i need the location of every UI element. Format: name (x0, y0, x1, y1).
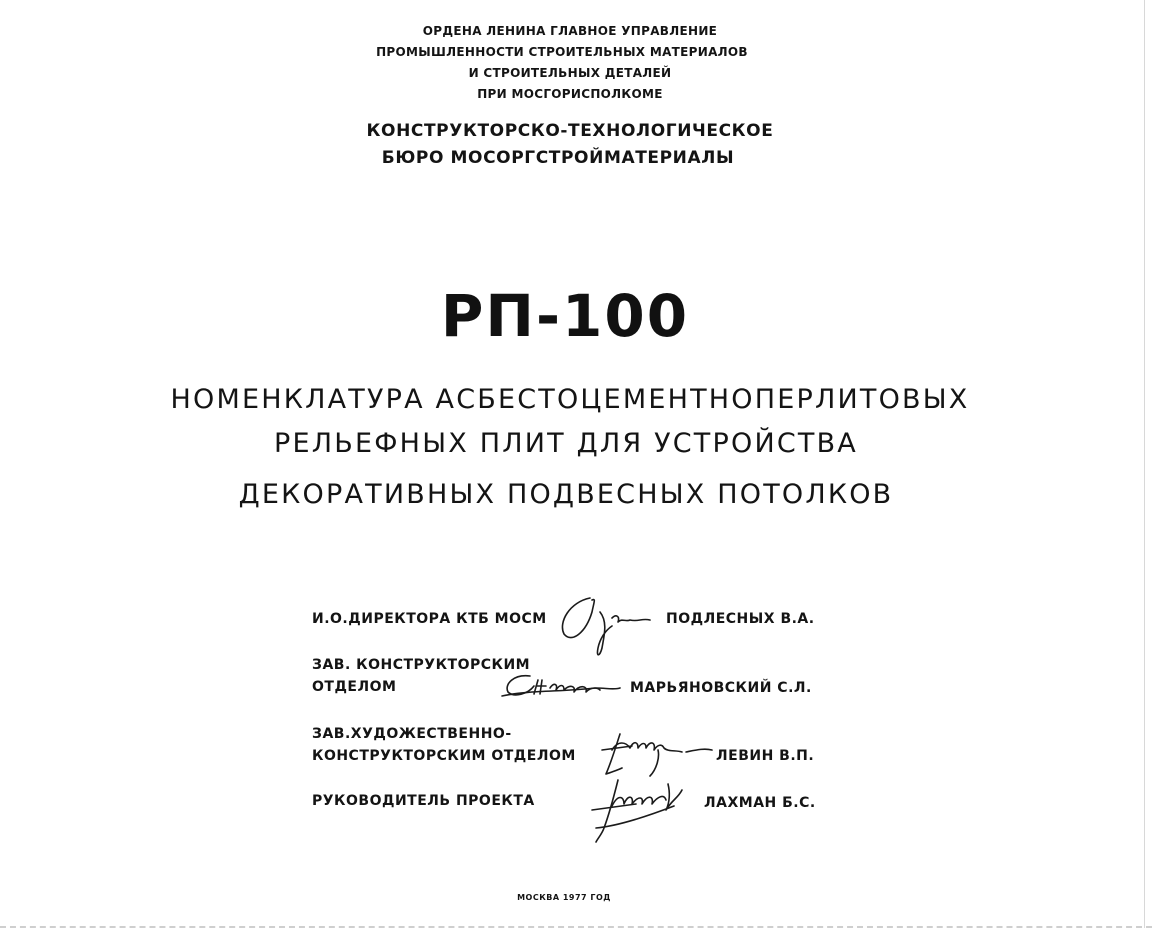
footer-city-year: МОСКВА 1977 ГОД (517, 893, 611, 902)
document-code: РП-100 (440, 282, 690, 350)
handwritten-signature-podlesnyh (556, 592, 666, 662)
signature-name-maryanovsky: МАРЬЯНОВСКИЙ С.Л. (630, 680, 812, 696)
title-line-2: РЕЛЬЕФНЫХ ПЛИТ ДЛЯ УСТРОЙСТВА (274, 428, 858, 459)
signature-role-director: И.О.ДИРЕКТОРА КТБ МОСМ (312, 611, 547, 627)
signature-role-project-lead: РУКОВОДИТЕЛЬ ПРОЕКТА (312, 793, 535, 809)
signature-role-art-head-1: ЗАВ.ХУДОЖЕСТВЕННО- (312, 726, 512, 742)
scan-edge-right (1144, 0, 1145, 928)
bureau-line-2: БЮРО МОСОРГСТРОЙМАТЕРИАЛЫ (381, 148, 735, 168)
signature-name-podlesnyh: ПОДЛЕСНЫХ В.А. (666, 611, 815, 627)
org-line-4: ПРИ МОСГОРИСПОЛКОМЕ (477, 87, 663, 101)
title-line-1: НОМЕНКЛАТУРА АСБЕСТОЦЕМЕНТНОПЕРЛИТОВЫХ (170, 384, 970, 415)
org-line-1: ОРДЕНА ЛЕНИНА ГЛАВНОЕ УПРАВЛЕНИЕ (422, 24, 718, 38)
signature-role-design-head-1: ЗАВ. КОНСТРУКТОРСКИМ (312, 657, 531, 673)
handwritten-signature-levin (596, 730, 716, 780)
org-line-3: И СТРОИТЕЛЬНЫХ ДЕТАЛЕЙ (468, 66, 672, 80)
handwritten-signature-maryanovsky (500, 670, 630, 704)
signature-name-levin: ЛЕВИН В.П. (716, 748, 815, 764)
signature-role-art-head-2: КОНСТРУКТОРСКИМ ОТДЕЛОМ (312, 748, 576, 764)
bureau-line-1: КОНСТРУКТОРСКО-ТЕХНОЛОГИЧЕСКОЕ (366, 121, 774, 141)
handwritten-signature-lakhman (588, 776, 698, 846)
org-line-2: ПРОМЫШЛЕННОСТИ СТРОИТЕЛЬНЫХ МАТЕРИАЛОВ (376, 45, 748, 59)
title-line-3: ДЕКОРАТИВНЫХ ПОДВЕСНЫХ ПОТОЛКОВ (238, 479, 894, 510)
signature-role-design-head-2: ОТДЕЛОМ (312, 679, 397, 695)
signature-name-lakhman: ЛАХМАН Б.С. (704, 795, 816, 811)
